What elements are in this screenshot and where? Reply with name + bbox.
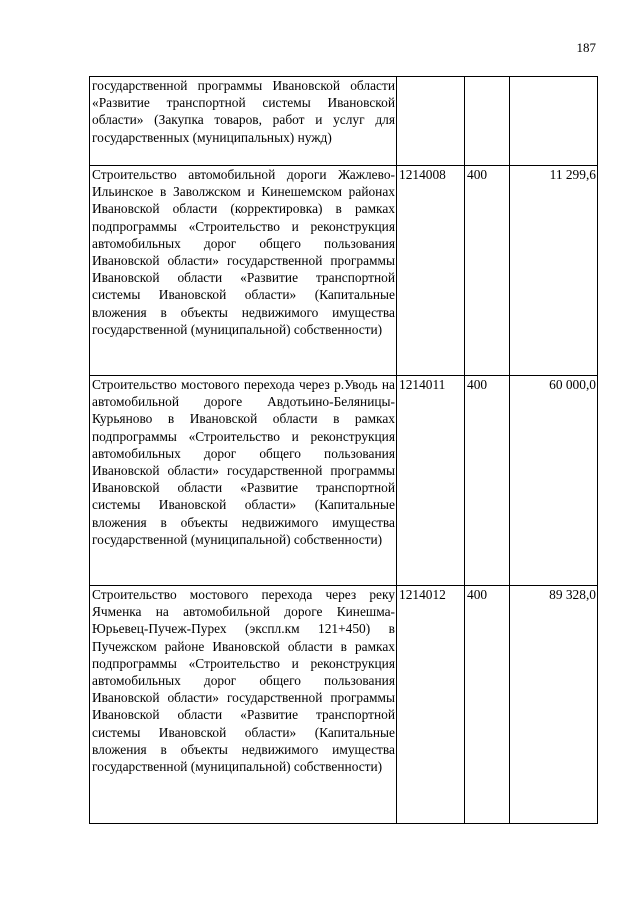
row-description: Строительство автомобильной дороги Жажлево-Ильинское в Заволжском и Кинешемском районах Ивановской области (корректировка) в рамках подпрограммы «Строительство и реконструкция автомобильных дорог общего пользования Ивановской области» государственной программы Ивановской области «Развитие транспортной системы Ивановской области» (Капитальные вложения в объекты недвижимого имущества государственной (муниципальной) собственности) <box>90 166 397 376</box>
row-amount: 89 328,0 <box>510 586 598 824</box>
row-expense-type: 400 <box>465 586 510 824</box>
row-expense-type: 400 <box>465 376 510 586</box>
budget-table <box>89 76 598 824</box>
row-description: Строительство мостового перехода через реку Ячменка на автомобильной дороге Кинешма-Юрьевец-Пучеж-Пурех (экспл.км 121+450) в Пучежском районе Ивановской области в рамках подпрограммы «Строительство и реконструкция автомобильных дорог общего пользования Ивановской области» государственной программы Ивановской области «Развитие транспортной системы Ивановской области» (Капитальные вложения в объекты недвижимого имущества государственной (муниципальной) собственности) <box>90 586 397 824</box>
table-row <box>90 77 598 166</box>
table-row <box>90 376 598 586</box>
row-target-code: 1214008 <box>397 166 465 376</box>
row-amount: 60 000,0 <box>510 376 598 586</box>
row-expense-type <box>465 77 510 166</box>
row-amount <box>510 77 598 166</box>
row-target-code <box>397 77 465 166</box>
row-description: Строительство мостового перехода через р.Уводь на автомобильной дороге Авдотьино-Беляницы-Курьяново в Ивановской области в рамках подпрограммы «Строительство и реконструкция автомобильных дорог общего пользования Ивановской области» государственной программы Ивановской области «Развитие транспортной системы Ивановской области» (Капитальные вложения в объекты недвижимого имущества государственной (муниципальной) собственности) <box>90 376 397 586</box>
row-amount: 11 299,6 <box>510 166 598 376</box>
row-expense-type: 400 <box>465 166 510 376</box>
page-number: 187 <box>576 40 596 55</box>
table-row <box>90 586 598 824</box>
row-description: государственной программы Ивановской области «Развитие транспортной системы Ивановской области» (Закупка товаров, работ и услуг для государственных (муниципальных) нужд) <box>90 77 397 166</box>
table-row <box>90 166 598 376</box>
row-target-code: 1214012 <box>397 586 465 824</box>
row-target-code: 1214011 <box>397 376 465 586</box>
